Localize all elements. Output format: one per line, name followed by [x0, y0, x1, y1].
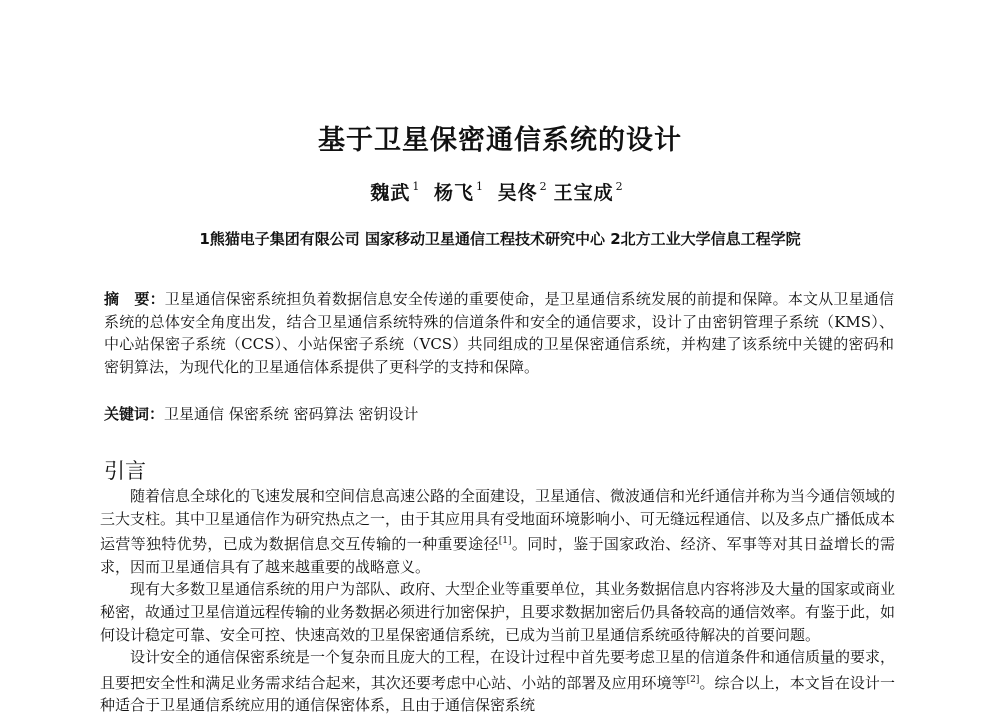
citation-mark: [1] — [498, 536, 512, 547]
author-list — [0, 178, 1000, 205]
citation-mark: [2] — [686, 674, 700, 685]
paragraph-text: 现有大多数卫星通信系统的用户为部队、政府、大型企业等重要单位，其业务数据信息内容将涉及大量的国家或商业秘密，故通过卫星信道远程传输的业务数据必须进行加密保护，且要求数据加密后仍具备较高的通信效率。有鉴于此，如何设计稳定可靠、安全可控、快速高效的卫星保密通信系统，已成为当前卫星通信系统亟待解决的首要问题。 — [100, 580, 896, 644]
author-name: 吴佟 — [497, 182, 538, 204]
paragraph — [100, 485, 895, 578]
keywords-label: 关键词： — [104, 405, 165, 423]
author-name: 杨飞 — [433, 182, 474, 204]
author-name: 魏武 — [370, 182, 411, 204]
author-affiliation-mark: 1 — [412, 179, 421, 193]
paper-title: 基于卫星保密通信系统的设计 — [318, 125, 682, 156]
keywords-text: 卫星通信 保密系统 密码算法 密钥设计 — [164, 405, 419, 423]
paragraph-text: 设计安全的通信保密系统是一个复杂而且庞大的工程，在设计过程中首先要考虑卫星的信道条件和通信质量的要求，且要把安全性和满足业务需求结合起来，其次还要考虑中心站、小站的部署及应用环境等 — [100, 648, 896, 692]
section-heading: 引言 — [104, 459, 146, 483]
paragraph-text: 。同时，鉴于国家政治、经济、军事等对其日益增长的需求，因而卫星通信具有了越来越重要的战略意义。 — [100, 535, 895, 576]
paragraph — [100, 646, 895, 717]
body-text — [100, 485, 895, 717]
paragraph — [100, 578, 895, 646]
abstract-text: 卫星通信保密系统担负着数据信息安全传递的重要使命，是卫星通信系统发展的前提和保障。本文从卫星通信系统的总体安全角度出发，结合卫星通信系统特殊的信道条件和安全的通信要求，设计了由密钥管理子系统（KMS）、中心站保密子系统（CCS）、小站保密子系统（VCS）共同组成的卫星保密通信系统，并构建了该系统中关键的密码和密钥算法，为现代化的卫星通信体系提供了更科学的支持和保障。 — [104, 290, 894, 376]
abstract-label: 摘 要： — [104, 290, 165, 308]
abstract — [104, 288, 894, 378]
author-affiliation-mark: 2 — [539, 179, 548, 193]
keywords — [104, 403, 894, 425]
affiliation: 1熊猫电子集团有限公司 国家移动卫星通信工程技术研究中心 2北方工业大学信息工程学院 — [199, 230, 801, 248]
author-name: 王宝成 — [553, 182, 614, 204]
author-affiliation-mark: 1 — [476, 179, 484, 193]
author-affiliation-mark: 2 — [615, 179, 624, 193]
paragraph-text: 。综合以上，本文旨在设计一种适合于卫星通信系统应用的通信保密体系，且由于通信保密系统 — [100, 673, 895, 715]
paragraph-text: 随着信息全球化的飞速发展和空间信息高速公路的全面建设，卫星通信、微波通信和光纤通信并称为当今通信领域的三大支柱。其中卫星通信作为研究热点之一，由于其应用具有受地面环境影响小、可无缝远程通信、以及多点广播低成本运营等独特优势，已成为数据信息交互传输的一种重要途径 — [100, 487, 896, 554]
